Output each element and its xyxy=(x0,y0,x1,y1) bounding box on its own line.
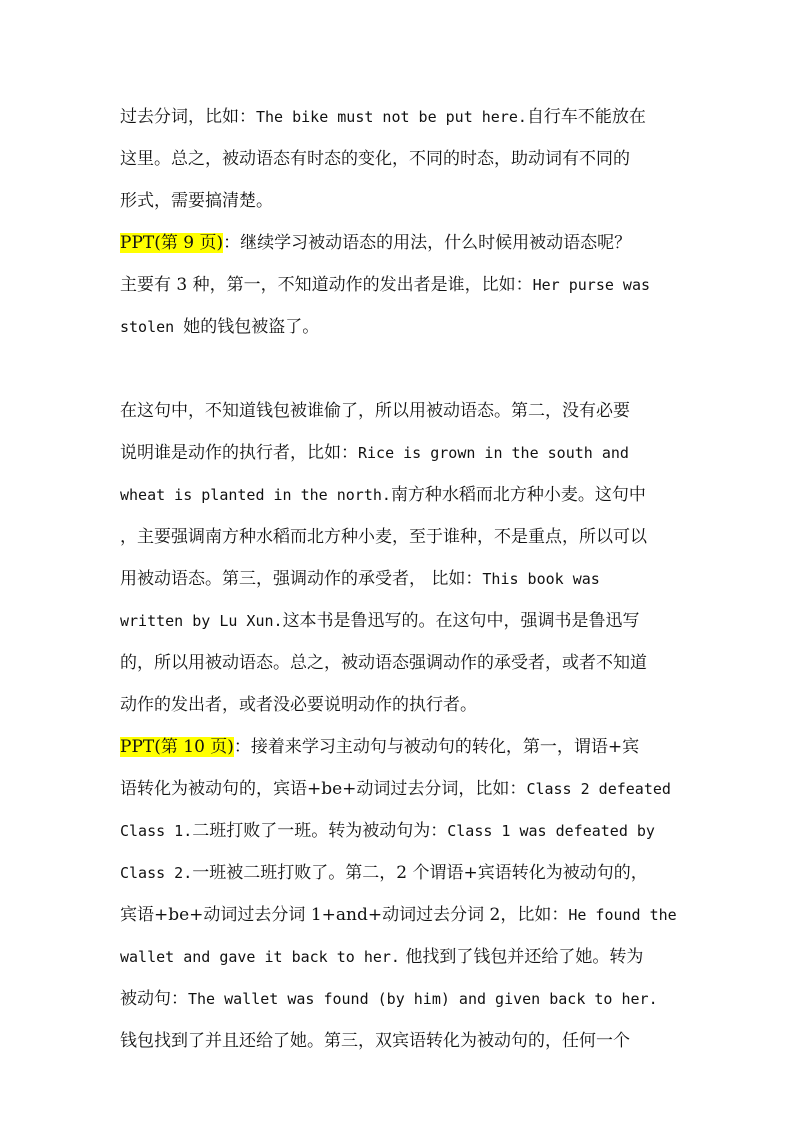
text-line xyxy=(120,96,680,138)
text-line xyxy=(120,474,680,516)
text-span: 自行车不能放在 xyxy=(526,107,646,127)
english-example: The wallet was found (by him) and given back to her. xyxy=(188,990,658,1008)
text-span: 说明谁是动作的执行者，比如： xyxy=(120,443,358,463)
blank-line xyxy=(120,348,680,390)
text-span: 她的钱包被盗了。 xyxy=(183,317,320,337)
text-span: 一班被二班打败了。第二，2 个谓语+宾语转化为被动句的， xyxy=(192,863,648,883)
text-span: 二班打败了一班。转为被动句为： xyxy=(192,821,448,841)
english-example: Rice is grown in the south and xyxy=(358,444,629,462)
ppt-page-highlight: PPT(第 9 页) xyxy=(120,233,224,253)
text-span: 语转化为被动句的，宾语+be+动词过去分词，比如： xyxy=(120,779,527,799)
text-line xyxy=(120,936,680,978)
text-line xyxy=(120,222,680,264)
english-example: wheat is planted in the north. xyxy=(120,486,391,504)
text-line: 这里。总之，被动语态有时态的变化，不同的时态，助动词有不同的 xyxy=(120,149,630,169)
english-example: He found the xyxy=(568,906,677,924)
text-span: 他找到了钱包并还给了她。转为 xyxy=(399,947,644,967)
text-span: ：接着来学习主动句与被动句的转化，第一，谓语+宾 xyxy=(233,737,640,757)
english-example: Class 1. xyxy=(120,822,193,840)
english-example: Class 2 defeated xyxy=(526,780,671,798)
text-line xyxy=(120,432,680,474)
text-span: 被动句： xyxy=(120,989,188,1009)
text-line: 在这句中，不知道钱包被谁偷了，所以用被动语态。第二，没有必要 xyxy=(120,401,630,421)
text-line xyxy=(120,558,680,600)
english-example: This book was xyxy=(482,570,600,588)
english-example: Her purse was xyxy=(532,276,651,294)
text-line xyxy=(120,810,680,852)
text-span: 过去分词，比如： xyxy=(120,107,256,127)
document-page xyxy=(120,96,680,1062)
text-span: 这本书是鲁迅写的。在这句中，强调书是鲁迅写 xyxy=(282,611,640,631)
ppt-page-highlight: PPT(第 10 页) xyxy=(120,737,234,757)
text-line xyxy=(120,726,680,768)
english-example: wallet and gave it back to her. xyxy=(120,948,400,966)
english-example: stolen xyxy=(120,318,184,336)
text-span: 用被动语态。第三，强调动作的承受者， 比如： xyxy=(120,569,483,589)
text-line xyxy=(120,978,680,1020)
text-line: 动作的发出者，或者没必要说明动作的执行者。 xyxy=(120,695,477,715)
text-line xyxy=(120,768,680,810)
text-line: ，主要强调南方种水稻而北方种小麦，至于谁种，不是重点，所以可以 xyxy=(120,527,647,547)
english-example: written by Lu Xun. xyxy=(120,612,283,630)
text-line xyxy=(120,894,680,936)
text-line: 的，所以用被动语态。总之，被动语态强调动作的承受者，或者不知道 xyxy=(120,653,647,673)
english-example: Class 1 was defeated by xyxy=(447,822,655,840)
text-span: ：继续学习被动语态的用法，什么时候用被动语态呢？ xyxy=(223,233,632,253)
text-line: 钱包找到了并且还给了她。第三，双宾语转化为被动句的，任何一个 xyxy=(120,1031,630,1051)
english-example: Class 2. xyxy=(120,864,193,882)
text-span: 主要有 3 种，第一，不知道动作的发出者是谁，比如： xyxy=(120,275,533,295)
text-line xyxy=(120,306,680,348)
text-span: 南方种水稻而北方种小麦。这句中 xyxy=(390,485,646,505)
text-line: 形式，需要搞清楚。 xyxy=(120,191,273,211)
text-line xyxy=(120,264,680,306)
text-span: 宾语+be+动词过去分词 1+and+动词过去分词 2，比如： xyxy=(120,905,569,925)
english-example: The bike must not be put here. xyxy=(256,108,527,126)
text-line xyxy=(120,600,680,642)
text-line xyxy=(120,852,680,894)
